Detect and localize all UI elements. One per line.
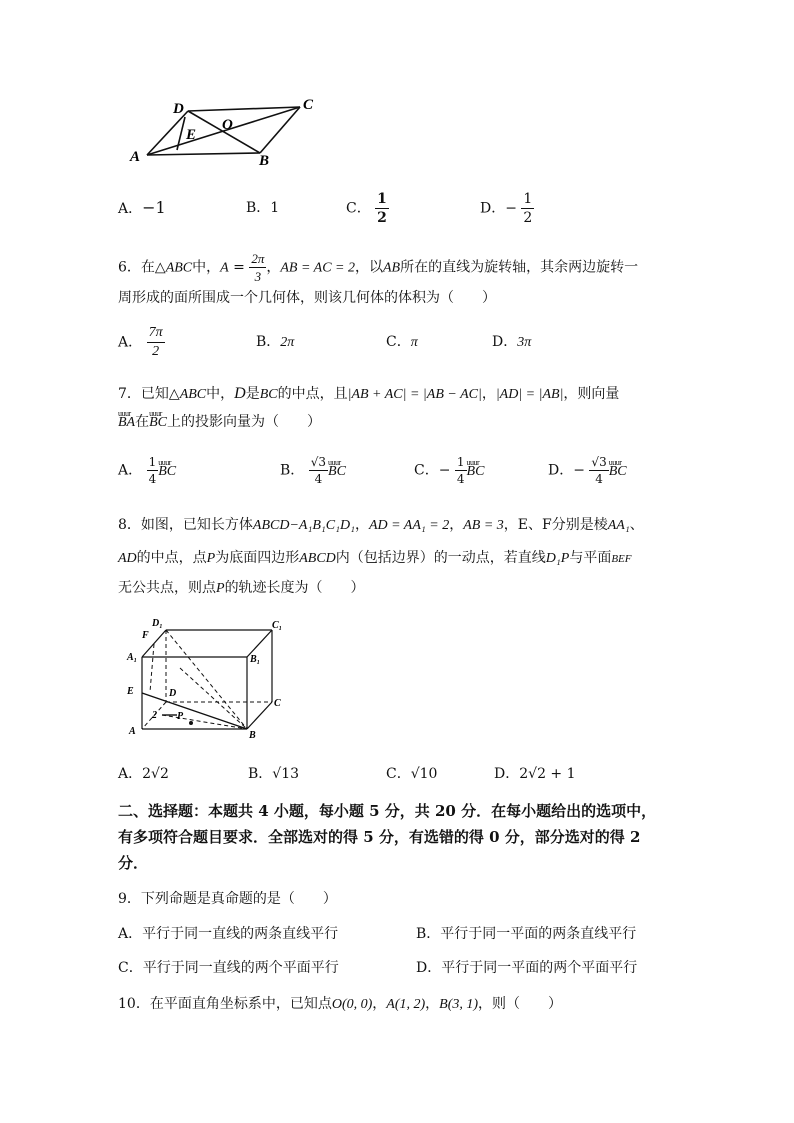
label-C: C [303,97,314,113]
section2-line1: 二、选择题：本题共 4 小题，每小题 5 分，共 20 分．在每小题给出的选项中， [118,802,657,820]
q8-stem-line3: 无公共点，则点P的轨迹长度为（ ） [118,580,365,596]
q8-stem-line1: 8．如图，已知长方体ABCD−A₁B₁C₁D₁，AD = AA₁ = 2，AB = 3，E、F分别是棱AA₁、 [118,517,644,533]
q10-stem: 10．在平面直角坐标系中，已知点O(0, 0)，A(1, 2)，B(3, 1)，则（ ） [118,996,563,1012]
label-C1: C₁ [272,620,283,631]
label-B: B [249,730,256,741]
q7-stem-line1: 7．已知△ABC中，D是BC的中点，且|AB + AC| = |AB − AC|，|AD| = |AB|，则向量 [118,385,620,402]
label-D1: D₁ [152,618,163,629]
label-C: C [274,698,281,709]
label-B: B [259,153,270,169]
label-O: O [222,117,233,133]
q9-option-a[interactable]: A．平行于同一直线的两条直线平行 [118,926,339,942]
q7-option-c[interactable]: C．− $\frac{1}{4}$ uuur BC [414,456,484,485]
q9-option-b[interactable]: B．平行于同一平面的两条直线平行 [416,926,637,942]
q9-option-d[interactable]: D．平行于同一平面的两个平面平行 [416,960,638,976]
q6-option-d[interactable]: D．3π [492,334,532,350]
label-2: 2 [152,710,157,721]
q8-option-a[interactable]: A．2√2 [118,766,169,782]
q6-stem-line1: 6．在△ABC中，A = $\frac{2\pi}{3}$ ，AB = AC = 2，以AB所在的直线为旋转轴，其余两边旋转一 [118,251,639,284]
q8-stem-line2: AD的中点，点P为底面四边形ABCD内（包括边界）的一动点，若直线D₁P与平面BEF [118,550,632,566]
q5-option-b[interactable]: B．1 [246,200,280,216]
q9-stem: 9．下列命题是真命题的是（ ） [118,891,337,907]
label-E: E [127,686,134,697]
q6-option-b[interactable]: B．2π [256,334,295,350]
label-E: E [186,127,197,143]
q5-option-c[interactable]: C． $\frac{1}{2}$ [346,191,387,226]
label-A: A [129,726,136,737]
q7-option-a[interactable]: A． $\frac{1}{4}$ uuur BC [118,456,176,485]
q6-option-c[interactable]: C．π [386,334,418,350]
q7-stem-line2: uuur BA在uuur BC上的投影向量为（ ） [118,412,321,433]
q8-option-b[interactable]: B．√13 [248,766,300,782]
q7-option-d[interactable]: D．− $\frac{√3}{4}$ uuur BC [548,456,627,485]
label-F: F [142,630,149,641]
section2-line3: 分． [118,854,149,872]
q8-option-c[interactable]: C．√10 [386,766,438,782]
q6-option-a[interactable]: A． $\frac{7\pi}{2}$ [118,325,163,359]
parallelogram-figure [125,95,325,170]
cuboid-figure [122,612,302,744]
q7-option-b[interactable]: B． $\frac{√3}{4}$ uuur BC [280,456,346,485]
q6-stem-line2: 周形成的面所围成一个几何体，则该几何体的体积为（ ） [118,290,496,306]
label-D: D [173,101,184,117]
label-D: D [169,688,177,699]
label-A1: A₁ [127,652,138,663]
label-P: P [177,711,184,722]
q9-option-c[interactable]: C．平行于同一直线的两个平面平行 [118,960,339,976]
section2-line2: 有多项符合题目要求．全部选对的得 5 分，有选错的得 0 分，部分选对的得 2 [118,828,641,846]
label-B1: B₁ [250,654,261,665]
label-A: A [130,149,141,165]
q5-option-d[interactable]: D．− $\frac{1}{2}$ [480,191,533,226]
q8-option-d[interactable]: D．2√2 + 1 [494,766,576,782]
q5-option-a[interactable]: A．−1 [118,198,166,217]
